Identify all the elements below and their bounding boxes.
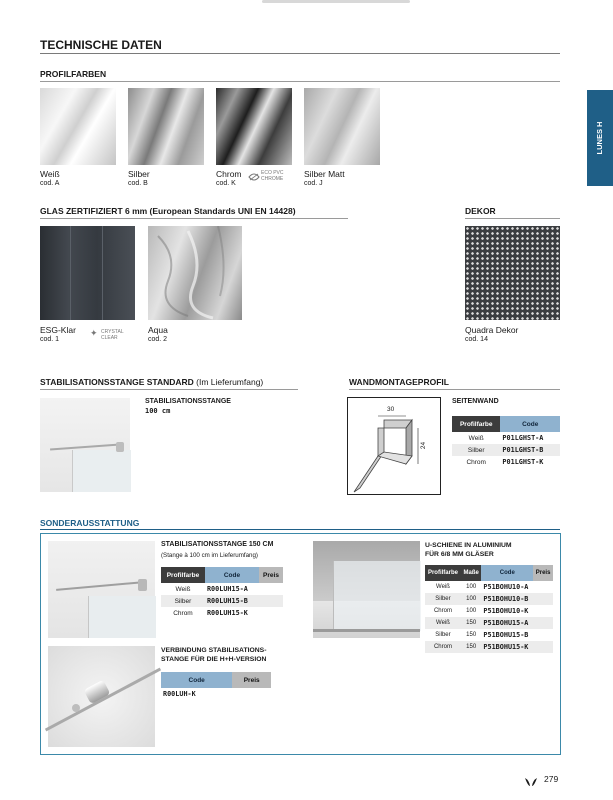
sonder-heading: SONDERAUSSTATTUNG bbox=[40, 518, 140, 528]
table-row bbox=[452, 444, 560, 456]
table-cell: P51BOHU15-A bbox=[481, 617, 533, 629]
top-scroll-indicator[interactable] bbox=[262, 0, 410, 3]
table-row bbox=[425, 593, 553, 605]
uschiene-table bbox=[425, 565, 553, 653]
stabilisation-heading bbox=[40, 377, 263, 387]
table-cell bbox=[259, 583, 283, 595]
table-cell: R00LUH15-B bbox=[205, 595, 259, 607]
table-cell: Weiß bbox=[468, 434, 484, 442]
table-cell: 150 bbox=[466, 632, 477, 638]
stange150-photo bbox=[48, 541, 155, 638]
dim-width: 30 bbox=[387, 406, 395, 413]
wandmontage-profile-drawing bbox=[347, 397, 441, 495]
dim-height: 24 bbox=[420, 441, 428, 450]
table-cell bbox=[533, 641, 553, 653]
uschiene-title-line1: U-SCHIENE IN ALUMINIUM bbox=[425, 542, 512, 549]
table-cell bbox=[232, 688, 271, 700]
stabilisation-photo bbox=[40, 398, 130, 492]
seitenwand-header-code: Code bbox=[500, 416, 560, 432]
table-cell: R00LUH15-K bbox=[206, 609, 248, 617]
glass-name-esg: ESG-Klar bbox=[40, 325, 76, 335]
profil-code-chrom: cod. K bbox=[216, 180, 236, 187]
table-cell: P51BOHU10-B bbox=[481, 593, 533, 605]
seitenwand-table bbox=[452, 416, 560, 468]
glas-heading: GLAS ZERTIFIZIERT 6 mm (European Standards UNI EN 14428) bbox=[40, 206, 296, 216]
side-tab[interactable] bbox=[587, 90, 613, 186]
glass-aqua bbox=[148, 226, 242, 320]
table-row bbox=[161, 607, 283, 619]
glass-code-aqua: cod. 2 bbox=[148, 336, 168, 343]
table-cell bbox=[533, 581, 553, 593]
eco-label: ECO PVC CHROME bbox=[261, 170, 284, 182]
dekor-heading: DEKOR bbox=[465, 206, 496, 216]
glass-label-aqua bbox=[148, 326, 168, 344]
stange150-header-code: Code bbox=[205, 567, 259, 583]
glass-esg-klar bbox=[40, 226, 135, 320]
table-row bbox=[161, 583, 283, 595]
profil-name-silber: Silber bbox=[128, 169, 150, 179]
stabilisation-size: 100 cm bbox=[145, 407, 171, 415]
table-row bbox=[452, 456, 560, 468]
stange150-table bbox=[161, 567, 283, 619]
title-rule bbox=[40, 53, 560, 54]
table-row bbox=[425, 581, 553, 593]
dekor-code: cod. 14 bbox=[465, 336, 488, 343]
stange150-header-profil: Profilfarbe bbox=[161, 567, 205, 583]
dekor-rule bbox=[465, 218, 560, 219]
stabilisation-title: STABILISATIONSSTANGE bbox=[145, 398, 231, 405]
verbindung-photo bbox=[48, 646, 155, 747]
seitenwand-title: SEITENWAND bbox=[452, 398, 499, 405]
wandmontage-rule bbox=[349, 389, 560, 390]
table-cell: 150 bbox=[461, 617, 481, 629]
uschiene-title-line2: FÜR 6/8 MM GLÄSER bbox=[425, 551, 494, 558]
table-cell: 100 bbox=[461, 593, 481, 605]
stange150-title: STABILISATIONSSTANGE 150 CM bbox=[161, 541, 274, 548]
page-title: TECHNISCHE DATEN bbox=[40, 38, 162, 52]
table-cell: P51BOHU15-B bbox=[483, 631, 529, 639]
stange150-header-preis: Preis bbox=[259, 567, 283, 583]
swatch-silber bbox=[128, 88, 204, 165]
side-tab-label: LUNES H bbox=[595, 121, 604, 155]
table-cell: Weiß bbox=[425, 617, 461, 629]
table-cell: R00LUH-K bbox=[163, 690, 196, 698]
stabilisation-rule bbox=[40, 389, 298, 390]
swatch-weiss bbox=[40, 88, 116, 165]
glass-name-aqua: Aqua bbox=[148, 325, 168, 335]
table-cell bbox=[533, 605, 553, 617]
table-cell bbox=[259, 607, 283, 619]
crystal-clear-badge bbox=[90, 328, 134, 342]
stabilisation-heading-bold: STABILISATIONSSTANGE STANDARD bbox=[40, 377, 194, 387]
crystal-label: CRYSTAL CLEAR bbox=[101, 329, 124, 341]
table-cell: P51BOHU15-K bbox=[481, 641, 533, 653]
table-cell: Silber bbox=[435, 632, 451, 638]
glass-code-esg: cod. 1 bbox=[40, 336, 60, 343]
profil-code-silber: cod. B bbox=[128, 180, 148, 187]
table-cell: 100 bbox=[466, 608, 477, 614]
swatch-silber-matt bbox=[304, 88, 380, 165]
dekor-quadra bbox=[465, 226, 560, 320]
sonder-rule bbox=[40, 529, 560, 530]
dekor-name: Quadra Dekor bbox=[465, 325, 519, 335]
verbindung-table bbox=[161, 672, 271, 700]
uschiene-header-preis: Preis bbox=[533, 565, 553, 581]
table-cell: Chrom bbox=[466, 458, 486, 466]
table-cell: 150 bbox=[461, 641, 481, 653]
table-row bbox=[452, 432, 560, 444]
profil-code-silber-matt: cod. J bbox=[304, 180, 323, 187]
profil-label-chrom bbox=[216, 170, 242, 188]
uschiene-title bbox=[425, 541, 512, 559]
table-cell: Chrom bbox=[173, 609, 193, 617]
table-cell: Silber bbox=[425, 593, 461, 605]
table-cell: Chrom bbox=[425, 641, 461, 653]
table-cell: P51BOHU10-K bbox=[483, 607, 529, 615]
sparkle-icon: ✦ bbox=[90, 328, 98, 338]
table-cell: P01LGHST-B bbox=[500, 444, 560, 456]
table-cell bbox=[533, 617, 553, 629]
wandmontage-heading: WANDMONTAGEPROFIL bbox=[349, 377, 449, 387]
profil-label-silber bbox=[128, 170, 150, 188]
table-cell: 100 bbox=[466, 584, 477, 590]
verbindung-header-code: Code bbox=[161, 672, 232, 688]
seitenwand-header-profil: Profilfarbe bbox=[452, 416, 500, 432]
profil-label-weiss bbox=[40, 170, 60, 188]
table-cell: P51BOHU10-A bbox=[483, 583, 529, 591]
table-cell bbox=[259, 595, 283, 607]
glas-rule bbox=[40, 218, 348, 219]
verbindung-title-line2: STANGE FÜR DIE H+H-VERSION bbox=[161, 656, 267, 663]
uschiene-header-masse: Maße bbox=[461, 565, 481, 581]
table-cell: Weiß bbox=[175, 585, 191, 593]
table-row bbox=[425, 641, 553, 653]
table-row bbox=[425, 629, 553, 641]
uschiene-photo bbox=[313, 541, 420, 638]
verbindung-title bbox=[161, 646, 266, 664]
profilfarben-rule bbox=[40, 81, 560, 82]
glass-label-esg bbox=[40, 326, 76, 344]
verbindung-header-preis: Preis bbox=[232, 672, 271, 688]
verbindung-title-line1: VERBINDUNG STABILISATIONS- bbox=[161, 647, 267, 654]
profilfarben-heading: PROFILFARBEN bbox=[40, 69, 107, 79]
table-cell: P01LGHST-A bbox=[502, 434, 544, 442]
stange150-subtitle: (Stange à 100 cm im Lieferumfang) bbox=[161, 552, 258, 559]
table-cell: Chrom bbox=[433, 608, 452, 614]
swatch-chrom bbox=[216, 88, 292, 165]
table-cell: Silber bbox=[161, 595, 205, 607]
eco-icon bbox=[248, 171, 260, 183]
uschiene-header-code: Code bbox=[481, 565, 533, 581]
profil-name-chrom: Chrom bbox=[216, 169, 242, 179]
table-row bbox=[425, 617, 553, 629]
table-cell: Silber bbox=[452, 444, 500, 456]
stabilisation-heading-note: (Im Lieferumfang) bbox=[196, 377, 264, 387]
table-cell: Weiß bbox=[436, 584, 450, 590]
uschiene-header-profil: Profilfarbe bbox=[425, 565, 461, 581]
page-number: 279 bbox=[544, 774, 559, 784]
brand-logo-icon bbox=[524, 774, 538, 784]
table-cell: R00LUH15-A bbox=[206, 585, 248, 593]
table-cell bbox=[533, 593, 553, 605]
table-row bbox=[425, 605, 553, 617]
table-cell bbox=[533, 629, 553, 641]
profil-name-silber-matt: Silber Matt bbox=[304, 169, 345, 179]
table-row bbox=[161, 595, 283, 607]
eco-pvc-badge bbox=[248, 170, 292, 184]
dekor-label bbox=[465, 326, 518, 344]
table-cell: P01LGHST-K bbox=[502, 458, 544, 466]
profil-label-silber-matt bbox=[304, 170, 345, 188]
profil-name-weiss: Weiß bbox=[40, 169, 60, 179]
table-row bbox=[161, 688, 271, 700]
profil-code-weiss: cod. A bbox=[40, 180, 60, 187]
